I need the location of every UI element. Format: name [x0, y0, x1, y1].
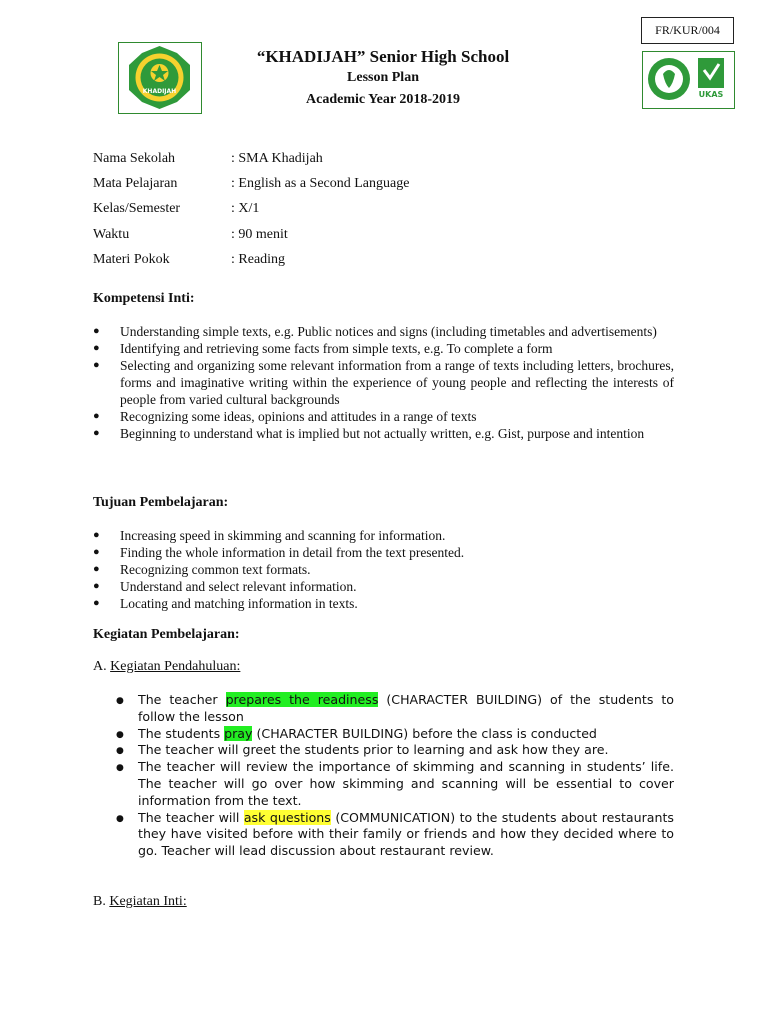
certification-logo [642, 51, 735, 109]
cert-text: UKAS [698, 90, 724, 99]
bullet-icon: ● [93, 427, 100, 439]
list-item: ● Understanding simple texts, e.g. Public notices and signs (including timetables and advertisements) [93, 324, 657, 339]
list-item: ● The teacher will greet the students prior to learning and ask how they are. [138, 742, 674, 759]
kegiatan-list [116, 692, 674, 860]
bullet-icon: ● [93, 410, 100, 422]
school-logo [118, 42, 202, 114]
list-item: ● Recognizing some ideas, opinions and attitudes in a range of texts [93, 409, 477, 424]
info-value: : SMA Khadijah [231, 151, 323, 166]
bullet-icon: ● [116, 746, 124, 757]
list-item: ● Understand and select relevant information. [93, 579, 357, 594]
list-item: ● Beginning to understand what is implied but not actually written, e.g. Gist, purpose and intention [93, 426, 645, 441]
info-value: : 90 menit [231, 227, 288, 242]
list-item: ● The students pray (CHARACTER BUILDING) before the class is conducted [138, 726, 674, 743]
list-item: ● Selecting and organizing some relevant information from a range of texts including letters, brochures, forms and imaginative writing within the experience of young people and reflecting the interests of people from varied cultural backgrounds [93, 358, 674, 407]
kegiatan-heading: Kegiatan Pembelajaran: [93, 627, 240, 642]
form-code: FR/KUR/004 [641, 17, 734, 44]
school-logo-text: KHADIJAH [142, 88, 177, 95]
tujuan-list [93, 527, 674, 612]
bullet-icon: ● [116, 696, 124, 706]
bullet-icon: ● [93, 546, 100, 558]
section-b-prefix: B. [93, 894, 106, 909]
info-label: Waktu [93, 227, 130, 242]
section-a-prefix: A. [93, 659, 107, 674]
list-item: ● Locating and matching information in texts. [93, 596, 358, 611]
document-subtitle: Lesson Plan [347, 70, 419, 85]
list-item: ● Finding the whole information in detail from the text presented. [93, 545, 465, 560]
bullet-icon: ● [93, 563, 100, 575]
info-label: Kelas/Semester [93, 201, 181, 216]
school-emblem-icon [119, 43, 200, 112]
bullet-icon: ● [116, 763, 124, 774]
info-label: Materi Pokok [93, 252, 170, 267]
school-title: “KHADIJAH” Senior High School [256, 47, 510, 66]
bullet-icon: ● [93, 325, 100, 337]
list-item: ● The teacher will ask questions (COMMUNICATION) to the students about restaurants they have visited before with their family or friends and how they decided where to go. Teacher will lead discussion about restaurant review. [116, 809, 674, 859]
kompetensi-list [93, 323, 674, 442]
bullet-icon: ● [93, 342, 100, 354]
bullet-icon: ● [93, 580, 100, 592]
bullet-icon: ● [93, 597, 100, 609]
highlight-text: ask questions [243, 809, 331, 825]
certification-seal-icon [643, 52, 733, 107]
list-item: ● Identifying and retrieving some facts from simple texts, e.g. To complete a form [93, 341, 553, 356]
section-a-title: Kegiatan Pendahuluan: [110, 659, 241, 674]
highlight-text: pray [224, 725, 253, 741]
academic-year: Academic Year 2018-2019 [306, 92, 460, 107]
info-value: : X/1 [231, 201, 260, 216]
list-item: ● The teacher will review the importance of skimming and scanning in students’ life. The teacher will go over how skimming and scanning will be essential to cover information from the text. [116, 759, 674, 808]
bullet-icon: ● [93, 359, 100, 371]
list-item: ● Recognizing common text formats. [93, 562, 311, 577]
info-value: : Reading [231, 252, 286, 267]
list-item: ● The teacher prepares the readiness (CHARACTER BUILDING) of the students to follow the lesson [116, 692, 674, 724]
bullet-icon: ● [116, 729, 124, 740]
bullet-icon: ● [116, 813, 124, 824]
info-label: Mata Pelajaran [93, 176, 178, 191]
highlight-text: prepares the readiness [225, 692, 379, 707]
info-label: Nama Sekolah [93, 151, 176, 166]
bullet-icon: ● [93, 529, 100, 541]
tujuan-heading: Tujuan Pembelajaran: [93, 495, 229, 510]
list-item: ● Increasing speed in skimming and scanning for information. [93, 528, 446, 543]
section-b-title: Kegiatan Inti: [109, 894, 187, 909]
kompetensi-heading: Kompetensi Inti: [93, 291, 195, 306]
section-a-heading [93, 659, 240, 675]
section-b-heading [93, 894, 187, 910]
info-value: : English as a Second Language [231, 176, 410, 191]
